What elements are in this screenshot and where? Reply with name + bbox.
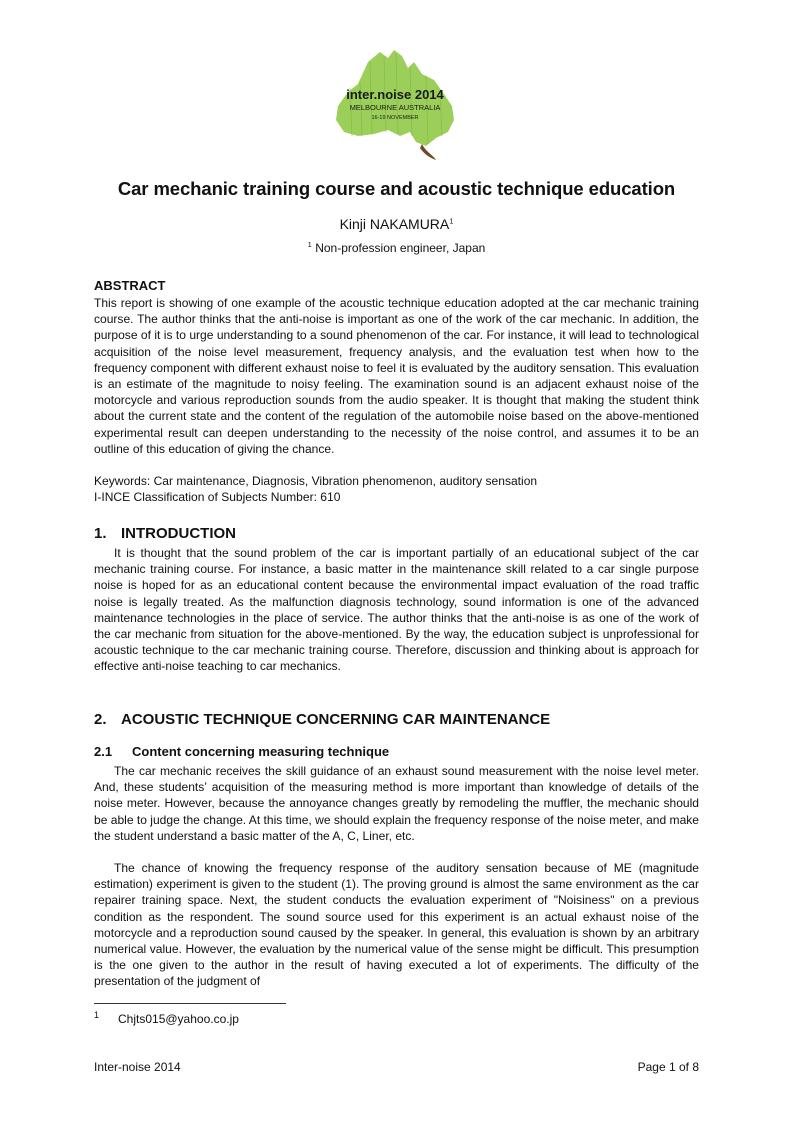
keywords-block (94, 473, 699, 505)
measuring-paragraph-2: The chance of knowing the frequency response of the auditory sensation because of ME (magnitude estimation) experiment is given to the student (1). The proving ground is almost the same environment as the car repairer training space. Next, the student conducts the evaluation experiment of "Noisiness" on a previous condition as the respondent. The sound source used for this experiment is an actual exhaust noise of the motorcycle and a reproduction sound caused by the speaker. In general, this evaluation is shown by an arbitrary numerical value. However, the evaluation by the numerical value of the sense might be difficult. This presumption is the one given to the author in the result of having executed a lot of experiments. The difficulty of the presentation of the judgment of (94, 861, 699, 989)
author-line (0, 216, 793, 232)
conference-logo (330, 48, 460, 166)
author-name: Kinji NAKAMURA (339, 216, 450, 232)
paper-title: Car mechanic training course and acoustic technique education (117, 178, 676, 199)
australia-map-icon (330, 48, 460, 166)
footnote: 1 Chjts015@yahoo.co.jp (94, 1010, 239, 1026)
affiliation-sup: 1 (307, 240, 312, 249)
footer-conference: Inter-noise 2014 (94, 1060, 181, 1074)
footnote-email: Chjts015@yahoo.co.jp (118, 1012, 239, 1026)
subsection-title: Content concerning measuring technique (132, 744, 390, 759)
logo-line2: MELBOURNE AUSTRALIA (349, 103, 441, 112)
affiliation-line (0, 241, 793, 255)
section-heading-acoustic (94, 711, 550, 728)
section-number: 1. (94, 525, 107, 542)
keywords-line: Keywords: Car maintenance, Diagnosis, Vibration phenomenon, auditory sensation (94, 474, 538, 488)
classification-line: I-INCE Classification of Subjects Number: 610 (94, 490, 341, 505)
affiliation-text: Non-profession engineer, Japan (315, 241, 486, 255)
introduction-text: It is thought that the sound problem of the car is important partially of an educational subject of the car mechanic training course. For instance, a basic matter in the maintenance skill related to a car single purpose noise is hoped for as an educational content because the environmental impact evaluation of the road traffic noise is legally treated. As the malfunction diagnosis technology, sound information is one of the advanced maintenance technologies in the place of service. The author thinks that the anti-noise is as one of the work of the car mechanic from situation for the above-mentioned. By the way, the education subject is unprofessional for acoustic technique to the car mechanic training course. Therefore, discussion and thinking about is approach for effective anti-noise teaching to car mechanics. (94, 546, 699, 674)
abstract-heading: ABSTRACT (94, 278, 166, 293)
footer-page-number: Page 1 of 8 (637, 1060, 699, 1074)
logo-line1: inter.noise 2014 (346, 87, 444, 102)
measuring-paragraph-1: The car mechanic receives the skill guidance of an exhaust sound measurement with the noise level meter. And, these students’ acquisition of the measuring method is more important than knowledge of details of the noise meter. However, because the annoyance changes greatly by remodeling the muffler, the mechanic should be able to judge the change. At this time, we should explain the frequency response of the noise meter, and make the student understand a basic matter of the A, C, Liner, etc. (94, 764, 699, 843)
footnote-divider (94, 1003, 286, 1004)
subsection-heading-measuring (94, 744, 389, 759)
abstract-text: This report is showing of one example of the acoustic technique education adopted at the car mechanic training course. The author thinks that the anti-noise is important as one of the work of the car mechanic. In addition, the purpose of it is to urge understanding to a sound phenomenon of the car. For instance, it will lead to technological acquisition of the noise level measurement, frequency analysis, and the evaluation test when how to the frequency component with different exhaust noise to feel it is evaluated by the auditory sensation. This evaluation is an estimate of the magnitude to noisy feeling. The examination sound is an adjacent exhaust noise of the motorcycle and various reproduction sounds from the audio speaker. It is thought that making the student think about the current state and the content of the regulation of the automobile noise based on the above-mentioned experimental result can deepen understanding to the necessity of the noise control, and assumes it to be an outline of this education of giving the chance. (94, 296, 699, 456)
section-number: 2. (94, 711, 107, 728)
author-sup: 1 (449, 216, 454, 226)
section-title: ACOUSTIC TECHNIQUE CONCERNING CAR MAINTENANCE (121, 711, 551, 728)
section-heading-introduction (94, 525, 236, 542)
section-title: INTRODUCTION (121, 525, 236, 542)
logo-line3: 16-19 NOVEMBER (371, 115, 419, 121)
subsection-number: 2.1 (94, 744, 113, 759)
